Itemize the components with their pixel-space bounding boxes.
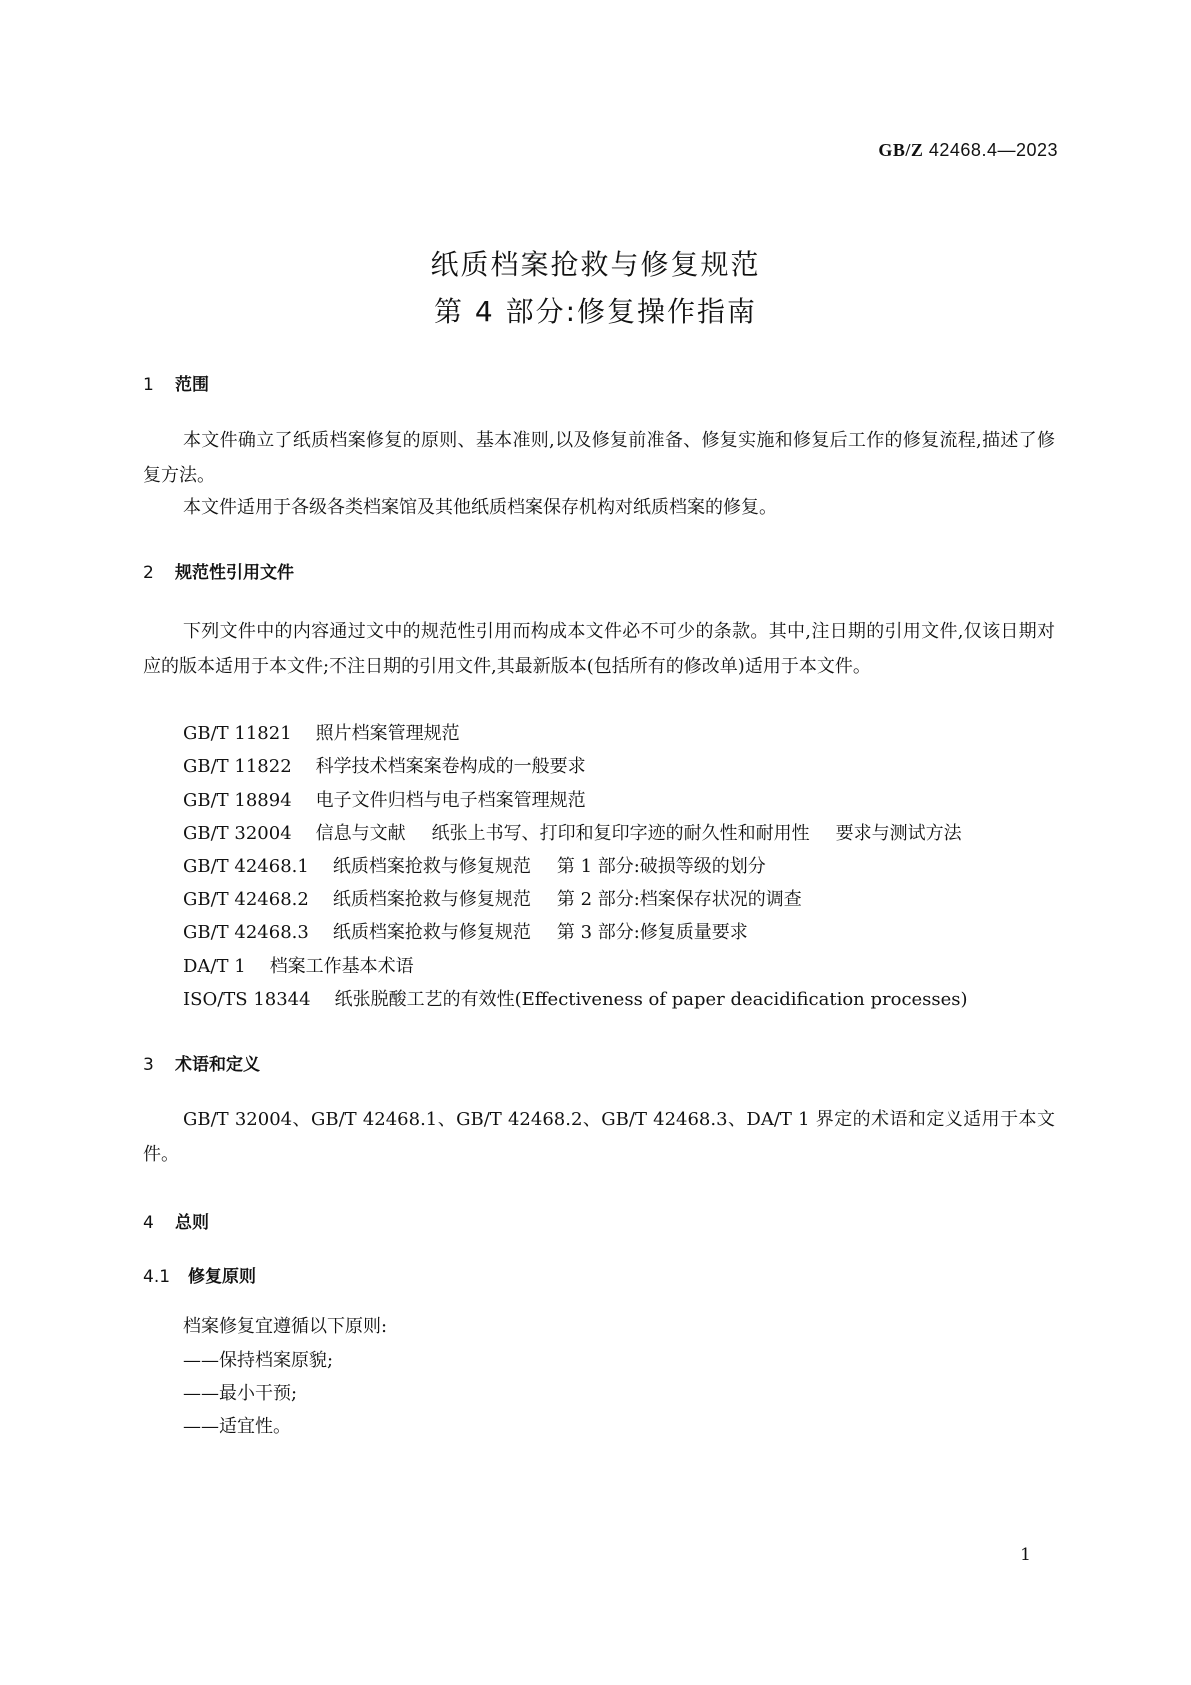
terms-paragraph: GB/T 32004、GB/T 42468.1、GB/T 42468.2、GB/T 42468.3、DA/T 1 界定的术语和定义适用于本文件。 xyxy=(143,1109,1055,1165)
page-number: 1 xyxy=(1020,1545,1031,1565)
reference-item xyxy=(183,852,766,878)
standard-prefix: GB/Z xyxy=(878,140,924,160)
section-1-heading xyxy=(143,370,209,395)
reference-code: GB/T 32004 xyxy=(183,823,292,844)
reference-code: ISO/TS 18344 xyxy=(183,989,311,1010)
section-2-heading xyxy=(143,558,294,583)
reference-title: 信息与文献 xyxy=(315,823,406,844)
section-3-heading xyxy=(143,1050,260,1075)
section-number: 2 xyxy=(143,563,154,583)
section-title: 总则 xyxy=(175,1213,209,1233)
reference-title: 科学技术档案案卷构成的一般要求 xyxy=(315,756,586,777)
reference-title: 纸张脱酸工艺的有效性(Effectiveness of paper deacidification processes) xyxy=(334,989,968,1010)
reference-item xyxy=(183,819,962,845)
reference-item xyxy=(183,786,586,812)
reference-item xyxy=(183,952,414,978)
section-title: 规范性引用文件 xyxy=(175,563,294,583)
reference-title: 纸质档案抢救与修复规范 xyxy=(332,889,531,910)
subsection-number: 4.1 xyxy=(143,1267,171,1287)
reference-title: 纸质档案抢救与修复规范 xyxy=(332,922,531,943)
reference-code: GB/T 11821 xyxy=(183,723,292,744)
reference-code: DA/T 1 xyxy=(183,956,246,977)
scope-paragraph-2: 本文件适用于各级各类档案馆及其他纸质档案保存机构对纸质档案的修复。 xyxy=(183,497,777,518)
standard-number xyxy=(878,140,1058,161)
section-number: 1 xyxy=(143,375,154,395)
section-4-heading xyxy=(143,1208,209,1233)
standard-code: 42468.4—2023 xyxy=(928,140,1058,160)
section-number: 4 xyxy=(143,1213,154,1233)
reference-item xyxy=(183,719,460,745)
reference-title: 档案工作基本术语 xyxy=(269,956,414,977)
reference-suffix: 第 3 部分:修复质量要求 xyxy=(556,922,748,943)
reference-title: 电子文件归档与电子档案管理规范 xyxy=(315,790,586,811)
list-item: ——适宜性。 xyxy=(183,1416,291,1437)
scope-paragraph-1: 本文件确立了纸质档案修复的原则、基本准则,以及修复前准备、修复实施和修复后工作的修复流程,描述了修复方法。 xyxy=(143,430,1055,486)
reference-code: GB/T 42468.3 xyxy=(183,922,309,943)
document-subtitle: 第 4 部分:修复操作指南 xyxy=(433,295,758,328)
subsection-4-1-heading xyxy=(143,1262,256,1287)
subsection-title: 修复原则 xyxy=(188,1267,256,1287)
list-item: ——最小干预; xyxy=(183,1383,298,1404)
reference-code: GB/T 42468.1 xyxy=(183,856,309,877)
section-title: 术语和定义 xyxy=(175,1055,260,1075)
section-number: 3 xyxy=(143,1055,154,1075)
section-title: 范围 xyxy=(175,375,209,395)
reference-code: GB/T 42468.2 xyxy=(183,889,309,910)
reference-title: 纸质档案抢救与修复规范 xyxy=(332,856,531,877)
reference-suffix: 纸张上书写、打印和复印字迹的耐久性和耐用性 xyxy=(431,823,810,844)
reference-suffix: 第 1 部分:破损等级的划分 xyxy=(556,856,766,877)
references-intro: 下列文件中的内容通过文中的规范性引用而构成本文件必不可少的条款。其中,注日期的引用文件,仅该日期对应的版本适用于本文件;不注日期的引用文件,其最新版本(包括所有的修改单)适用于本文件。 xyxy=(143,621,1055,677)
list-item: ——保持档案原貌; xyxy=(183,1350,334,1371)
reference-suffix: 要求与测试方法 xyxy=(835,823,962,844)
reference-item xyxy=(183,885,802,911)
reference-suffix: 第 2 部分:档案保存状况的调查 xyxy=(556,889,802,910)
reference-item xyxy=(183,918,748,944)
reference-item xyxy=(183,752,586,778)
reference-code: GB/T 18894 xyxy=(183,790,292,811)
reference-title: 照片档案管理规范 xyxy=(315,723,460,744)
principles-intro: 档案修复宜遵循以下原则: xyxy=(183,1316,388,1337)
reference-item xyxy=(183,985,968,1011)
reference-code: GB/T 11822 xyxy=(183,756,292,777)
document-title: 纸质档案抢救与修复规范 xyxy=(430,248,761,281)
